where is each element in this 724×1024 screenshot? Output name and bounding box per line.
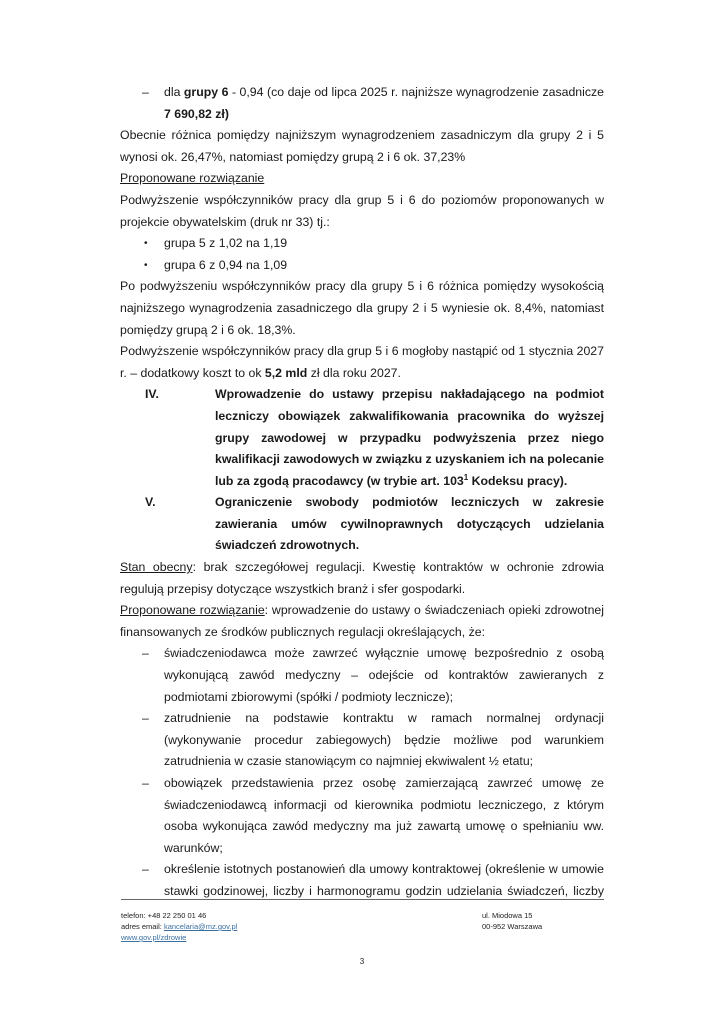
bullet-marker: • (144, 238, 148, 250)
list-item: – świadczeniodawca może zawrzeć wyłącznie umowę bezpośrednio z osobą wykonującą zawód medyczny – odejście od kontraktów zawieranych z podmiotami zbiorowymi (spółki / podmioty lecznicze); (120, 643, 604, 708)
dash-marker: – (142, 776, 149, 790)
dash-marker: – (142, 862, 149, 877)
page-number: 3 (359, 957, 365, 966)
paragraph-stan-obecny: Stan obecny: brak szczegółowej regulacji. Kwestię kontraktów w ochronie zdrowia regulują przepisy dotyczące wszystkich branż i sfer gospodarki. (120, 560, 604, 596)
paragraph-obecnie: Obecnie różnica pomiędzy najniższym wynagrodzeniem zasadniczym dla grupy 2 i 5 wynosi ok. 26,47%, natomiast pomiędzy grupą 2 i 6 ok. 37,23% (120, 128, 604, 164)
paragraph-proponowane-rozwiazanie: Proponowane rozwiązanie: wprowadzenie do ustawy o świadczeniach opieki zdrowotnej finansowanych ze środków publicznych regulacji określających, że: (120, 603, 604, 639)
footer-city: 00-952 Warszawa (482, 922, 543, 931)
section-v: V. Ograniczenie swobody podmiotów leczniczych w zakresie zawierania umów cywilnoprawnych dotyczących udzielania świadczeń zdrowotnych. (120, 492, 604, 557)
bullet-item: • grupa 5 z 1,02 na 1,19 (120, 233, 604, 255)
footer-phone: telefon: +48 22 250 01 46 (121, 911, 207, 920)
paragraph-po-podwyzszeniu: Po podwyższeniu współczynników pracy dla grupy 5 i 6 różnica pomiędzy wysokością najniższego wynagrodzenia zasadniczego dla grupy 2 i 5 wyniesie ok. 8,4%, natomiast pomiędzy grupą 2 i 6 ok. 18,3%. (120, 279, 604, 337)
list-item: – zatrudnienie na podstawie kontraktu w ramach normalnej ordynacji (wykonywanie procedur zabiegowych) będzie możliwe pod warunkiem zatrudnienia w czasie stanowiącym co najmniej ekwiwalent ½ etatu; (120, 708, 604, 773)
footer-divider (121, 899, 604, 900)
list-item: – określenie istotnych postanowień dla umowy kontraktowej (określenie w umowie stawki godzinowej, liczby i harmonogramu godzin udzielania świadczeń, liczby (120, 859, 604, 902)
roman-numeral-v: V. (145, 495, 156, 510)
dash-marker: – (142, 85, 149, 99)
dash-marker: – (142, 711, 149, 726)
paragraph-koszt: Podwyższenie współczynników pracy dla grup 5 i 6 mogłoby nastąpić od 1 stycznia 2027 r. – dodatkowy koszt to ok 5,2 mld zł dla roku 2027. (120, 344, 604, 380)
document-body (120, 82, 604, 903)
footer-email-line: adres email: kancelaria@mz.gov.pl (121, 922, 238, 931)
section-iv: IV. Wprowadzenie do ustawy przepisu nakładającego na podmiot leczniczy obowiązek zakwalifikowania pracownika do wyższej grupy zawodowej w przypadku podwyższenia przez niego kwalifikacji zawodowych w związku z uzyskaniem ich na polecanie lub za zgodą pracodawcy (w trybie art. $103^1$ Kodeksu pracy). (120, 384, 604, 492)
bullet-item: • grupa 6 z 0,94 na 1,09 (120, 255, 604, 277)
paragraph-podwyzszenie: Podwyższenie współczynników pracy dla grup 5 i 6 do poziomów proponowanych w projekcie obywatelskim (druk nr 33) tj.: (120, 192, 604, 229)
footer-street: ul. Miodowa 15 (482, 911, 533, 920)
email-link[interactable]: kancelaria@mz.gov.pl (163, 922, 238, 931)
list-item: – obowiązek przedstawienia przez osobę zamierzającą zawrzeć umowę ze świadczeniodawcą informacji od kierownika podmiotu leczniczego, z którym osoba wykonująca zawód medyczny ma już zawartą umowę o spełnianiu ww. warunków; (120, 773, 604, 859)
dash-marker: – (142, 646, 149, 661)
footer-address (482, 910, 542, 932)
roman-numeral-iv: IV. (145, 387, 159, 402)
heading-proponowane-rozwiazanie: Proponowane rozwiązanie (120, 171, 265, 186)
footer-contact (121, 910, 237, 943)
bullet-marker: • (144, 259, 148, 271)
list-item-grupa-6: – dla grupy 6 - 0,94 (co daje od lipca 2025 r. najniższe wynagrodzenie zasadnicze 7 690,82 zł) (120, 82, 604, 125)
website-link[interactable]: www.gov.pl/zdrowie (121, 933, 187, 942)
